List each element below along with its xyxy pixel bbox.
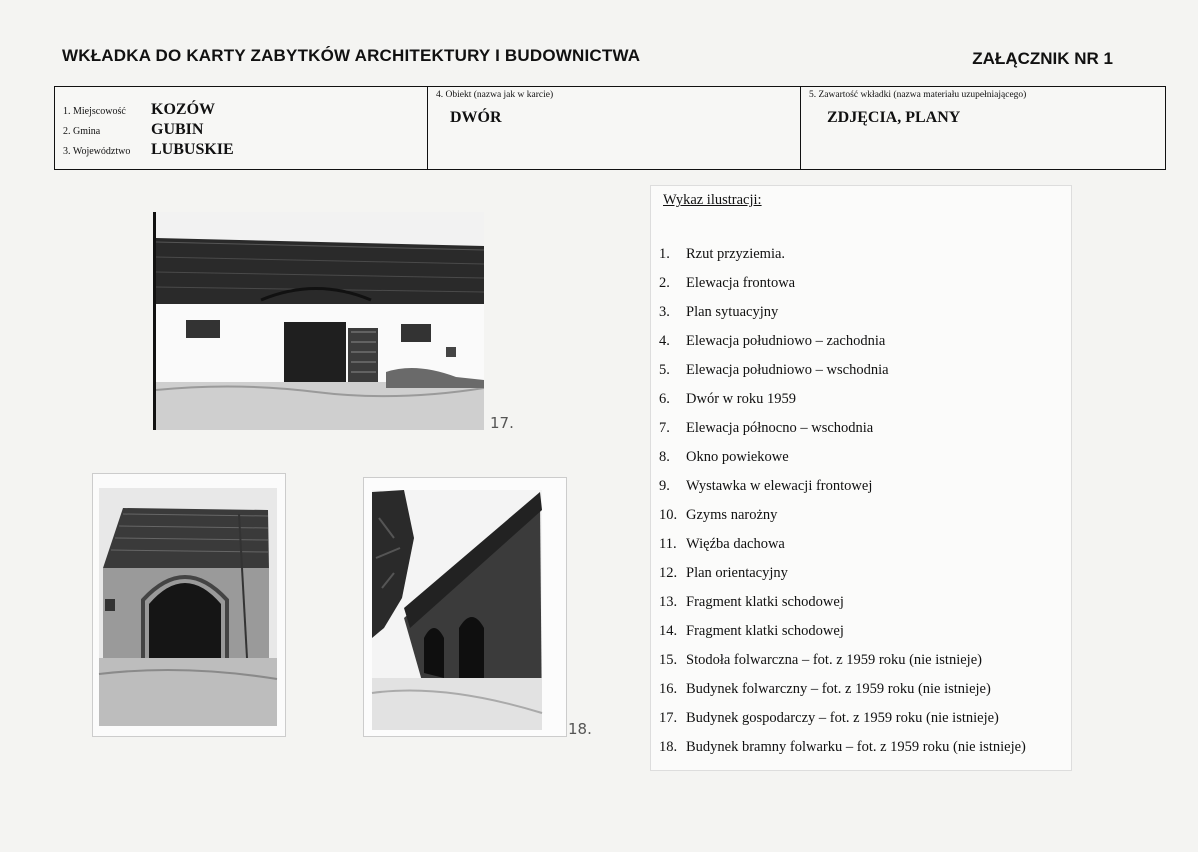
list-item	[659, 362, 1026, 391]
list-item-text: Budynek folwarczny – fot. z 1959 roku (nie istnieje)	[686, 681, 991, 697]
list-item-number: 11.	[659, 536, 677, 552]
list-item	[659, 275, 1026, 304]
list-item-number: 15.	[659, 652, 678, 668]
list-item-text: Elewacja frontowa	[686, 275, 796, 291]
list-item-text: Rzut przyziemia.	[686, 246, 786, 262]
list-item-text: Plan orientacyjny	[686, 565, 788, 581]
object-cell	[428, 87, 801, 169]
list-item-text: Fragment klatki schodowej	[686, 594, 844, 610]
illustration-list-panel	[650, 185, 1072, 771]
list-item-number: 17.	[659, 710, 678, 726]
list-item	[659, 333, 1026, 362]
list-item	[659, 536, 1026, 565]
photo-gate-building	[92, 473, 286, 737]
list-item	[659, 652, 1026, 681]
list-item-text: Okno powiekowe	[686, 449, 789, 465]
list-item-number: 13.	[659, 594, 678, 610]
commune-label: 2. Gmina	[63, 126, 101, 137]
list-item-text: Stodoła folwarczna – fot. z 1959 roku (nie istnieje)	[686, 652, 982, 668]
list-item-number: 4.	[659, 333, 670, 349]
photo-18-number: 18.	[568, 720, 592, 738]
object-value: DWÓR	[450, 109, 502, 126]
list-item	[659, 623, 1026, 652]
list-item-number: 6.	[659, 391, 670, 407]
photo-farm-building	[363, 477, 567, 737]
list-item-text: Gzyms narożny	[686, 507, 778, 523]
list-item-text: Elewacja południowo – zachodnia	[686, 333, 886, 349]
list-item-number: 3.	[659, 304, 670, 320]
commune-value: GUBIN	[151, 121, 204, 138]
content-cell	[801, 87, 1165, 169]
list-item-number: 2.	[659, 275, 670, 291]
list-item-number: 7.	[659, 420, 670, 436]
list-item	[659, 594, 1026, 623]
list-item-text: Więźba dachowa	[686, 536, 785, 552]
list-item	[659, 449, 1026, 478]
place-value: KOZÓW	[151, 101, 216, 118]
info-table	[54, 86, 1166, 170]
list-item-text: Budynek bramny folwarku – fot. z 1959 roku (nie istnieje)	[686, 739, 1026, 755]
list-item-number: 5.	[659, 362, 670, 378]
content-label: 5. Zawartość wkładki (nazwa materiału uzupełniającego)	[809, 90, 1027, 100]
list-item	[659, 507, 1026, 536]
photo-barn	[153, 212, 484, 430]
photo-17-number: 17.	[490, 414, 514, 432]
attachment-number: ZAŁĄCZNIK NR 1	[972, 49, 1113, 68]
list-item-number: 14.	[659, 623, 678, 639]
list-item	[659, 420, 1026, 449]
list-item-text: Elewacja północno – wschodnia	[686, 420, 874, 436]
list-item	[659, 739, 1026, 768]
list-item	[659, 246, 1026, 275]
list-item-number: 12.	[659, 565, 678, 581]
list-item	[659, 478, 1026, 507]
voivodeship-label: 3. Województwo	[63, 146, 131, 157]
object-label: 4. Obiekt (nazwa jak w karcie)	[436, 90, 554, 100]
list-item-text: Fragment klatki schodowej	[686, 623, 844, 639]
illustration-list	[659, 246, 1026, 768]
list-item-text: Budynek gospodarczy – fot. z 1959 roku (nie istnieje)	[686, 710, 999, 726]
place-label: 1. Miejscowość	[63, 106, 126, 117]
illustration-list-title: Wykaz ilustracji:	[663, 192, 762, 208]
list-item	[659, 304, 1026, 333]
list-item	[659, 565, 1026, 594]
list-item-text: Wystawka w elewacji frontowej	[686, 478, 873, 494]
list-item-text: Plan sytuacyjny	[686, 304, 779, 320]
voivodeship-value: LUBUSKIE	[151, 141, 234, 158]
content-value: ZDJĘCIA, PLANY	[827, 109, 961, 126]
document-title: WKŁADKA DO KARTY ZABYTKÓW ARCHITEKTURY I BUDOWNICTWA	[62, 46, 641, 65]
list-item-number: 18.	[659, 739, 678, 755]
location-cell	[55, 87, 428, 169]
list-item-text: Elewacja południowo – wschodnia	[686, 362, 889, 378]
list-item-number: 16.	[659, 681, 678, 697]
list-item-text: Dwór w roku 1959	[686, 391, 796, 407]
list-item	[659, 391, 1026, 420]
list-item-number: 1.	[659, 246, 670, 262]
list-item-number: 9.	[659, 478, 670, 494]
list-item	[659, 681, 1026, 710]
list-item-number: 10.	[659, 507, 678, 523]
list-item-number: 8.	[659, 449, 670, 465]
list-item	[659, 710, 1026, 739]
